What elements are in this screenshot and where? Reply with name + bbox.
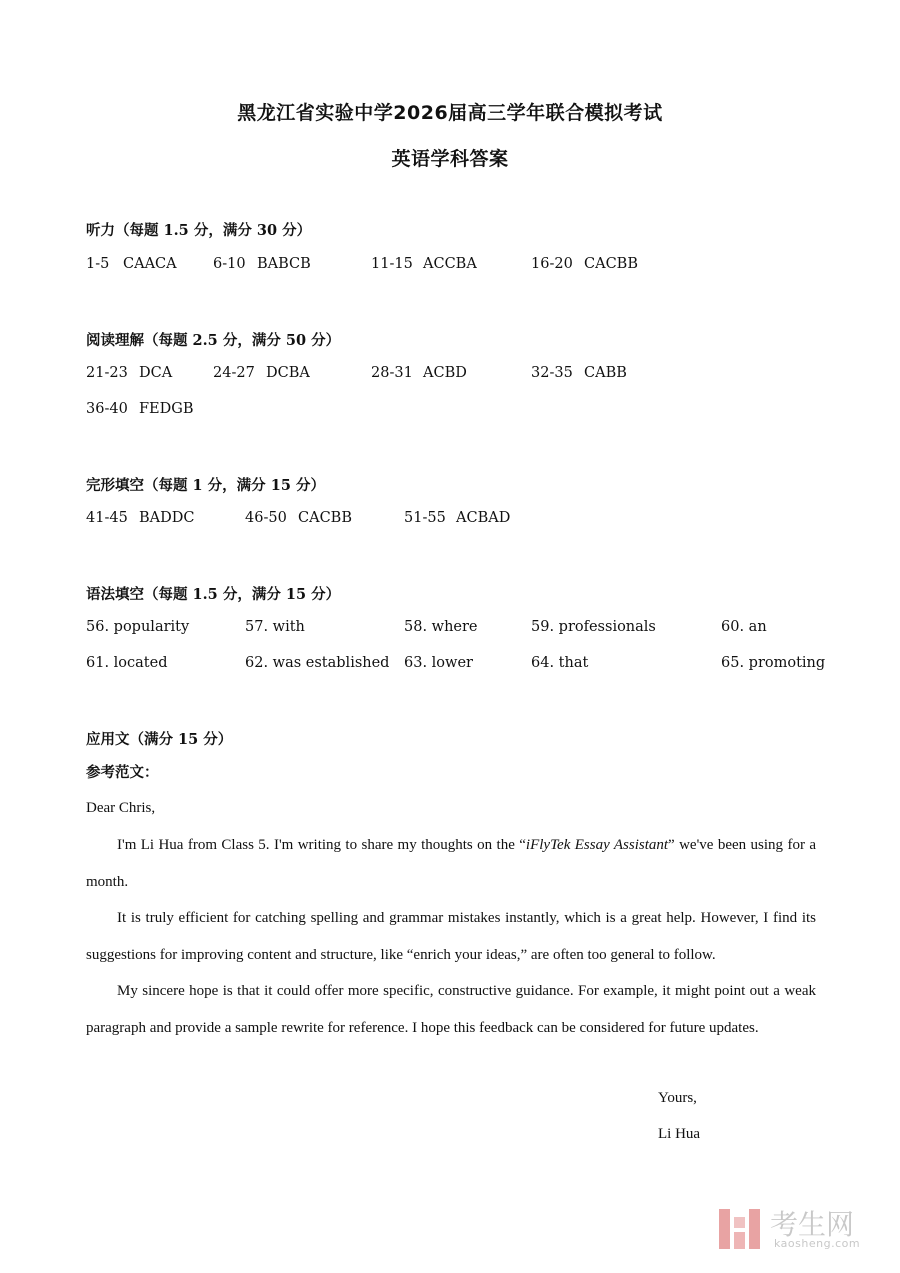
answer-range: 16-20 xyxy=(531,256,573,272)
grammar-answer: 56. popularity xyxy=(86,619,190,635)
grammar-header: 语法填空（每题 1.5 分，满分 15 分） xyxy=(86,586,341,603)
answer-key: CAACA xyxy=(123,256,177,272)
answer-range: 46-50 xyxy=(245,510,287,526)
reading-header: 阅读理解（每题 2.5 分，满分 50 分） xyxy=(86,332,341,349)
grammar-answer: 64. that xyxy=(531,655,589,671)
answer-range: 1-5 xyxy=(86,256,110,272)
grammar-answer: 65. promoting xyxy=(721,655,826,671)
sample-label: 参考范文： xyxy=(86,764,159,781)
answer-range: 28-31 xyxy=(371,365,413,381)
document-title: 黑龙江省实验中学2026届高三学年联合模拟考试 xyxy=(237,102,663,124)
grammar-answer: 57. with xyxy=(245,619,305,635)
listening-header: 听力（每题 1.5 分，满分 30 分） xyxy=(86,222,312,239)
writing-header: 应用文（满分 15 分） xyxy=(86,731,233,748)
answer-key: FEDGB xyxy=(139,401,194,417)
answer-range: 11-15 xyxy=(371,256,413,272)
answer-key: DCBA xyxy=(266,365,310,381)
answer-key: BADDC xyxy=(139,510,195,526)
answer-key: CACBB xyxy=(298,510,352,526)
answer-range: 24-27 xyxy=(213,365,255,381)
watermark-url: kaosheng.com xyxy=(774,1237,861,1250)
answer-range: 32-35 xyxy=(531,365,573,381)
answer-key: CABB xyxy=(584,365,627,381)
answer-range: 36-40 xyxy=(86,401,128,417)
watermark xyxy=(716,1205,881,1255)
watermark-text: 考生网 xyxy=(770,1208,855,1241)
grammar-answer: 59. professionals xyxy=(531,619,656,635)
answer-range: 6-10 xyxy=(213,256,246,272)
grammar-answer: 62. was established xyxy=(245,655,390,671)
answer-key: ACBD xyxy=(423,365,467,381)
answer-range: 21-23 xyxy=(86,365,128,381)
grammar-answer: 61. located xyxy=(86,655,168,671)
answer-key: ACBAD xyxy=(456,510,511,526)
letter-signature: Li Hua xyxy=(658,1126,701,1142)
answer-key: CACBB xyxy=(584,256,638,272)
answer-key: BABCB xyxy=(257,256,311,272)
grammar-answer: 63. lower xyxy=(404,655,473,671)
grammar-answer: 58. where xyxy=(404,619,478,635)
cloze-header: 完形填空（每题 1 分，满分 15 分） xyxy=(86,477,325,494)
answer-key: ACCBA xyxy=(423,256,477,272)
answer-range: 41-45 xyxy=(86,510,128,526)
letter-closing: Yours, xyxy=(658,1090,697,1106)
document-subtitle: 英语学科答案 xyxy=(391,148,509,170)
letter-paragraph-3: My sincere hope is that it could offer more specific, constructive guidance. For example, it might point out a weak paragraph and provide a sample rewrite for reference. I hope this feedback can be considered for future updates. xyxy=(86,983,816,1036)
answer-key: DCA xyxy=(139,365,173,381)
watermark-logo-icon xyxy=(716,1205,764,1253)
grammar-answer: 60. an xyxy=(721,619,767,635)
letter-paragraph-2: It is truly efficient for catching spelling and grammar mistakes instantly, which is a great help. However, I find its suggestions for improving content and structure, like “enrich your ideas,” are often too general to follow. xyxy=(86,910,816,963)
letter-paragraph-1: I'm Li Hua from Class 5. I'm writing to share my thoughts on the “iFlyTek Essay Assistant” we've been using for a month. xyxy=(86,837,816,890)
answer-range: 51-55 xyxy=(404,510,446,526)
letter-salutation: Dear Chris, xyxy=(86,800,156,816)
product-name: iFlyTek Essay Assistant xyxy=(525,837,669,853)
